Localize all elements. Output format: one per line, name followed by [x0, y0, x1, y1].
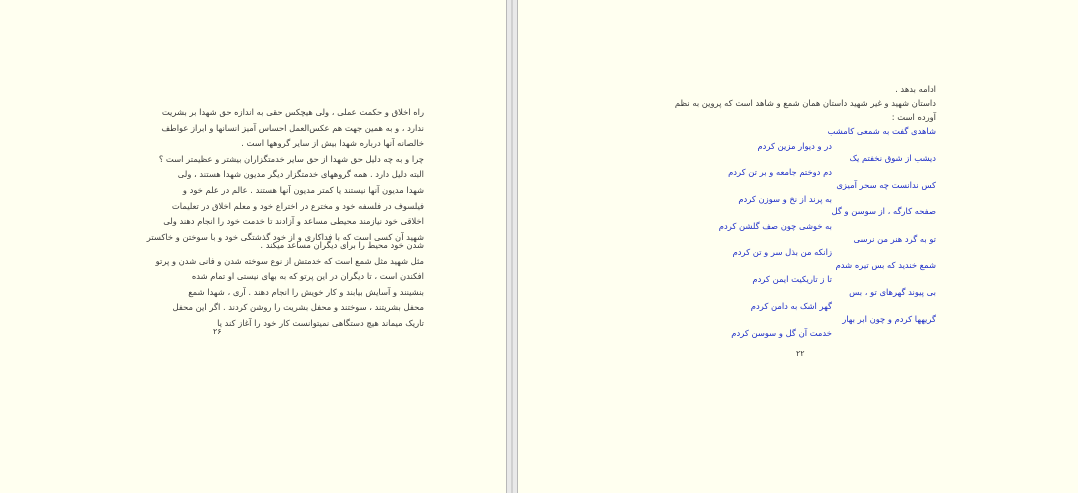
text-line: شهید آن کسی است که با فداکاری و از خود گذشتگی خود و با سوختن و خاکستر — [146, 231, 424, 242]
poem-verse: کس ندانست چه سحر آمیزی — [836, 180, 936, 190]
text-line: راه اخلاق و حکمت عملی ، ولی هیچکس حقی به اندازه حق شهدا بر بشریت — [161, 107, 424, 117]
poem-verse: گهر اشک به دامن کردم — [750, 301, 832, 311]
left-paragraph-1 — [147, 105, 424, 245]
poem-verse: خدمت آن گل و سوسن کردم — [731, 328, 832, 338]
text-line: آورده است : — [891, 112, 936, 122]
poem-verse: در و دیوار مزین کردم — [757, 141, 832, 151]
text-line: ادامه بدهد . — [895, 84, 936, 94]
poem-verse: شمع خندید که بس تیره شدم — [835, 260, 936, 270]
page-number: ۲۲ — [796, 349, 805, 358]
text-line: شهدا مدیون آنها نیستند یا کمتر مدیون آنها هستند . عالم در علم خود و — [182, 184, 424, 195]
text-line: ندارد ، و به همین جهت هم عکس‌العمل احساس آمیز انسانها و ابراز عواطف — [161, 122, 424, 133]
poem-verse: به خوشی چون صف گلشن کردم — [718, 221, 832, 231]
poem-verse: زانکه من بذل سر و تن کردم — [732, 247, 832, 257]
text-line: چرا و به چه دلیل حق شهدا از حق سایر خدمتگزاران بیشتر و عظیمتر است ؟ — [158, 153, 424, 164]
poem-verse: تا ز تاریکیت ایمن کردم — [752, 274, 832, 284]
poem-verse: به پرند از نخ و سوزن کردم — [738, 194, 832, 204]
page-number: ۲۶ — [213, 327, 222, 336]
text-line: البته دلیل دارد . همه گروههای خدمتگزار دیگر مدیون شهدا هستند ، ولی — [177, 169, 424, 180]
left-paragraph-2 — [156, 238, 424, 332]
poem-verse: بی پیوند گهرهای تو ، بس — [849, 287, 936, 297]
text-line: محفل بشریتند ، سوختند و محفل بشریت را روشن کردند . اگر این محفل — [172, 302, 424, 313]
poem-verse: شاهدی گفت به شمعی کامشب — [827, 126, 936, 136]
poem-verse: تو به گرد هنر من نرسی — [853, 234, 936, 244]
text-line: تاریک میماند هیچ دستگاهی نمیتوانست کار خود را آغاز کند یا — [217, 317, 424, 328]
poem — [518, 0, 1078, 493]
poem-verse: دیشب از شوق نخفتم یک — [849, 153, 936, 163]
text-line: خالصانه آنها درباره شهدا بیش از سایر گروهها است . — [241, 138, 424, 149]
text-line: بنشینند و آسایش بیابند و کار خویش را انجام دهند . آری ، شهدا شمع — [188, 286, 424, 297]
text-line: فیلسوف در فلسفه خود و مخترع در اختراع خود و معلم اخلاق در تعلیمات — [171, 200, 424, 211]
poem-verse: گریهها کردم و چون ابر بهار — [842, 314, 936, 324]
text-line: مثل شهید مثل شمع است که خدمتش از نوع سوخته شدن و فانی شدن و پرتو — [155, 255, 424, 266]
text-line: افکندن است ، تا دیگران در این پرتو که به بهای نیستی او تمام شده — [191, 271, 424, 282]
text-line: داستان شهید و غیر شهید داستان همان شمع و شاهد است که پروین به نظم — [674, 98, 936, 108]
right-page — [518, 0, 1078, 493]
text-line: اخلاقی خود نیازمند محیطی مساعد و آزادند تا خدمت خود را انجام دهند ولی — [163, 216, 424, 227]
poem-verse: دم دوختم جامعه و بر تن کردم — [728, 167, 832, 177]
poem-verse: صفحه کارگه ، از سوسن و گل — [831, 206, 936, 216]
book-gutter — [506, 0, 518, 493]
text-line: شدن خود محیط را برای دیگران مساعد میکند . — [260, 240, 424, 250]
left-page — [0, 0, 506, 493]
